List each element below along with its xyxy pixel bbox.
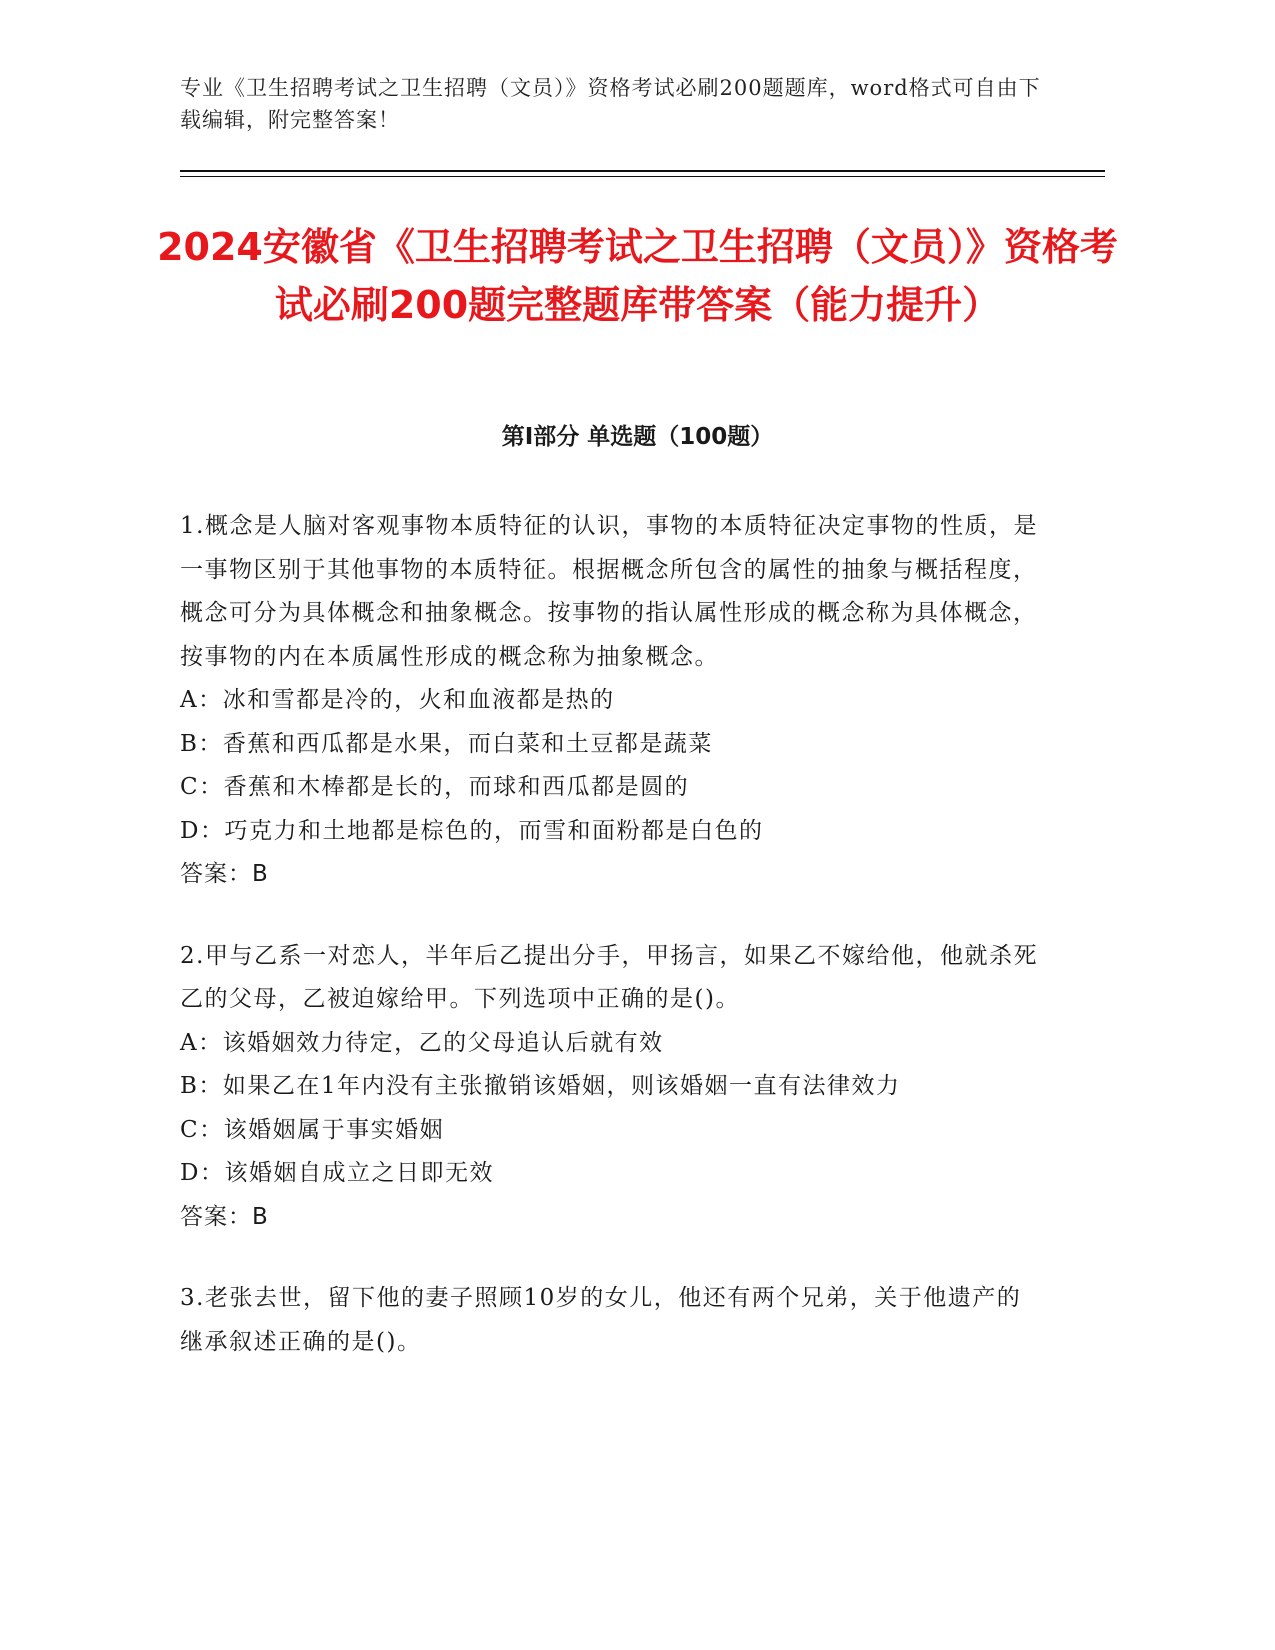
option-c: C：该婚姻属于事实婚姻	[180, 1116, 445, 1143]
question-3	[180, 1277, 1040, 1364]
question-text: 3.老张去世，留下他的妻子照顾10岁的女儿，他还有两个兄弟，关于他遗产的继承叙述正确的是()。	[180, 1285, 1022, 1355]
question-text: 1.概念是人脑对客观事物本质特征的认识，事物的本质特征决定事物的性质，是一事物区别于其他事物的本质特征。根据概念所包含的属性的抽象与概括程度，概念可分为具体概念和抽象概念。按事物的指认属性形成的概念称为具体概念，按事物的内在本质属性形成的概念称为抽象概念。	[180, 513, 1038, 670]
header-note: 专业《卫生招聘考试之卫生招聘（文员）》资格考试必刷200题题库，word格式可自由下载编辑，附完整答案！	[180, 76, 1041, 132]
document-title: 2024安徽省《卫生招聘考试之卫生招聘（文员）》资格考试必刷200题完整题库带答案（能力提升）	[157, 225, 1118, 327]
header-divider-thick	[180, 170, 1105, 172]
option-d: D：巧克力和土地都是棕色的，而雪和面粉都是白色的	[180, 817, 764, 844]
option-d: D：该婚姻自成立之日即无效	[180, 1160, 494, 1186]
answer-label: 答案：B	[180, 861, 269, 887]
question-1	[180, 505, 1040, 897]
section-title: 第Ⅰ部分 单选题（100题）	[501, 424, 774, 450]
option-a: A：该婚姻效力待定，乙的父母追认后就有效	[180, 1029, 664, 1056]
header-divider-thin	[180, 176, 1105, 177]
option-a: A：冰和雪都是冷的，火和血液都是热的	[180, 687, 615, 713]
option-b: B：香蕉和西瓜都是水果，而白菜和土豆都是蔬菜	[180, 730, 713, 757]
question-2	[180, 935, 1040, 1240]
answer-label: 答案：B	[180, 1203, 269, 1230]
question-text: 2.甲与乙系一对恋人，半年后乙提出分手，甲扬言，如果乙不嫁给他，他就杀死乙的父母，乙被迫嫁给甲。下列选项中正确的是()。	[180, 942, 1038, 1012]
option-c: C：香蕉和木棒都是长的，而球和西瓜都是圆的	[180, 774, 690, 800]
question-list	[180, 505, 1040, 1402]
option-b: B：如果乙在1年内没有主张撤销该婚姻，则该婚姻一直有法律效力	[180, 1073, 901, 1099]
